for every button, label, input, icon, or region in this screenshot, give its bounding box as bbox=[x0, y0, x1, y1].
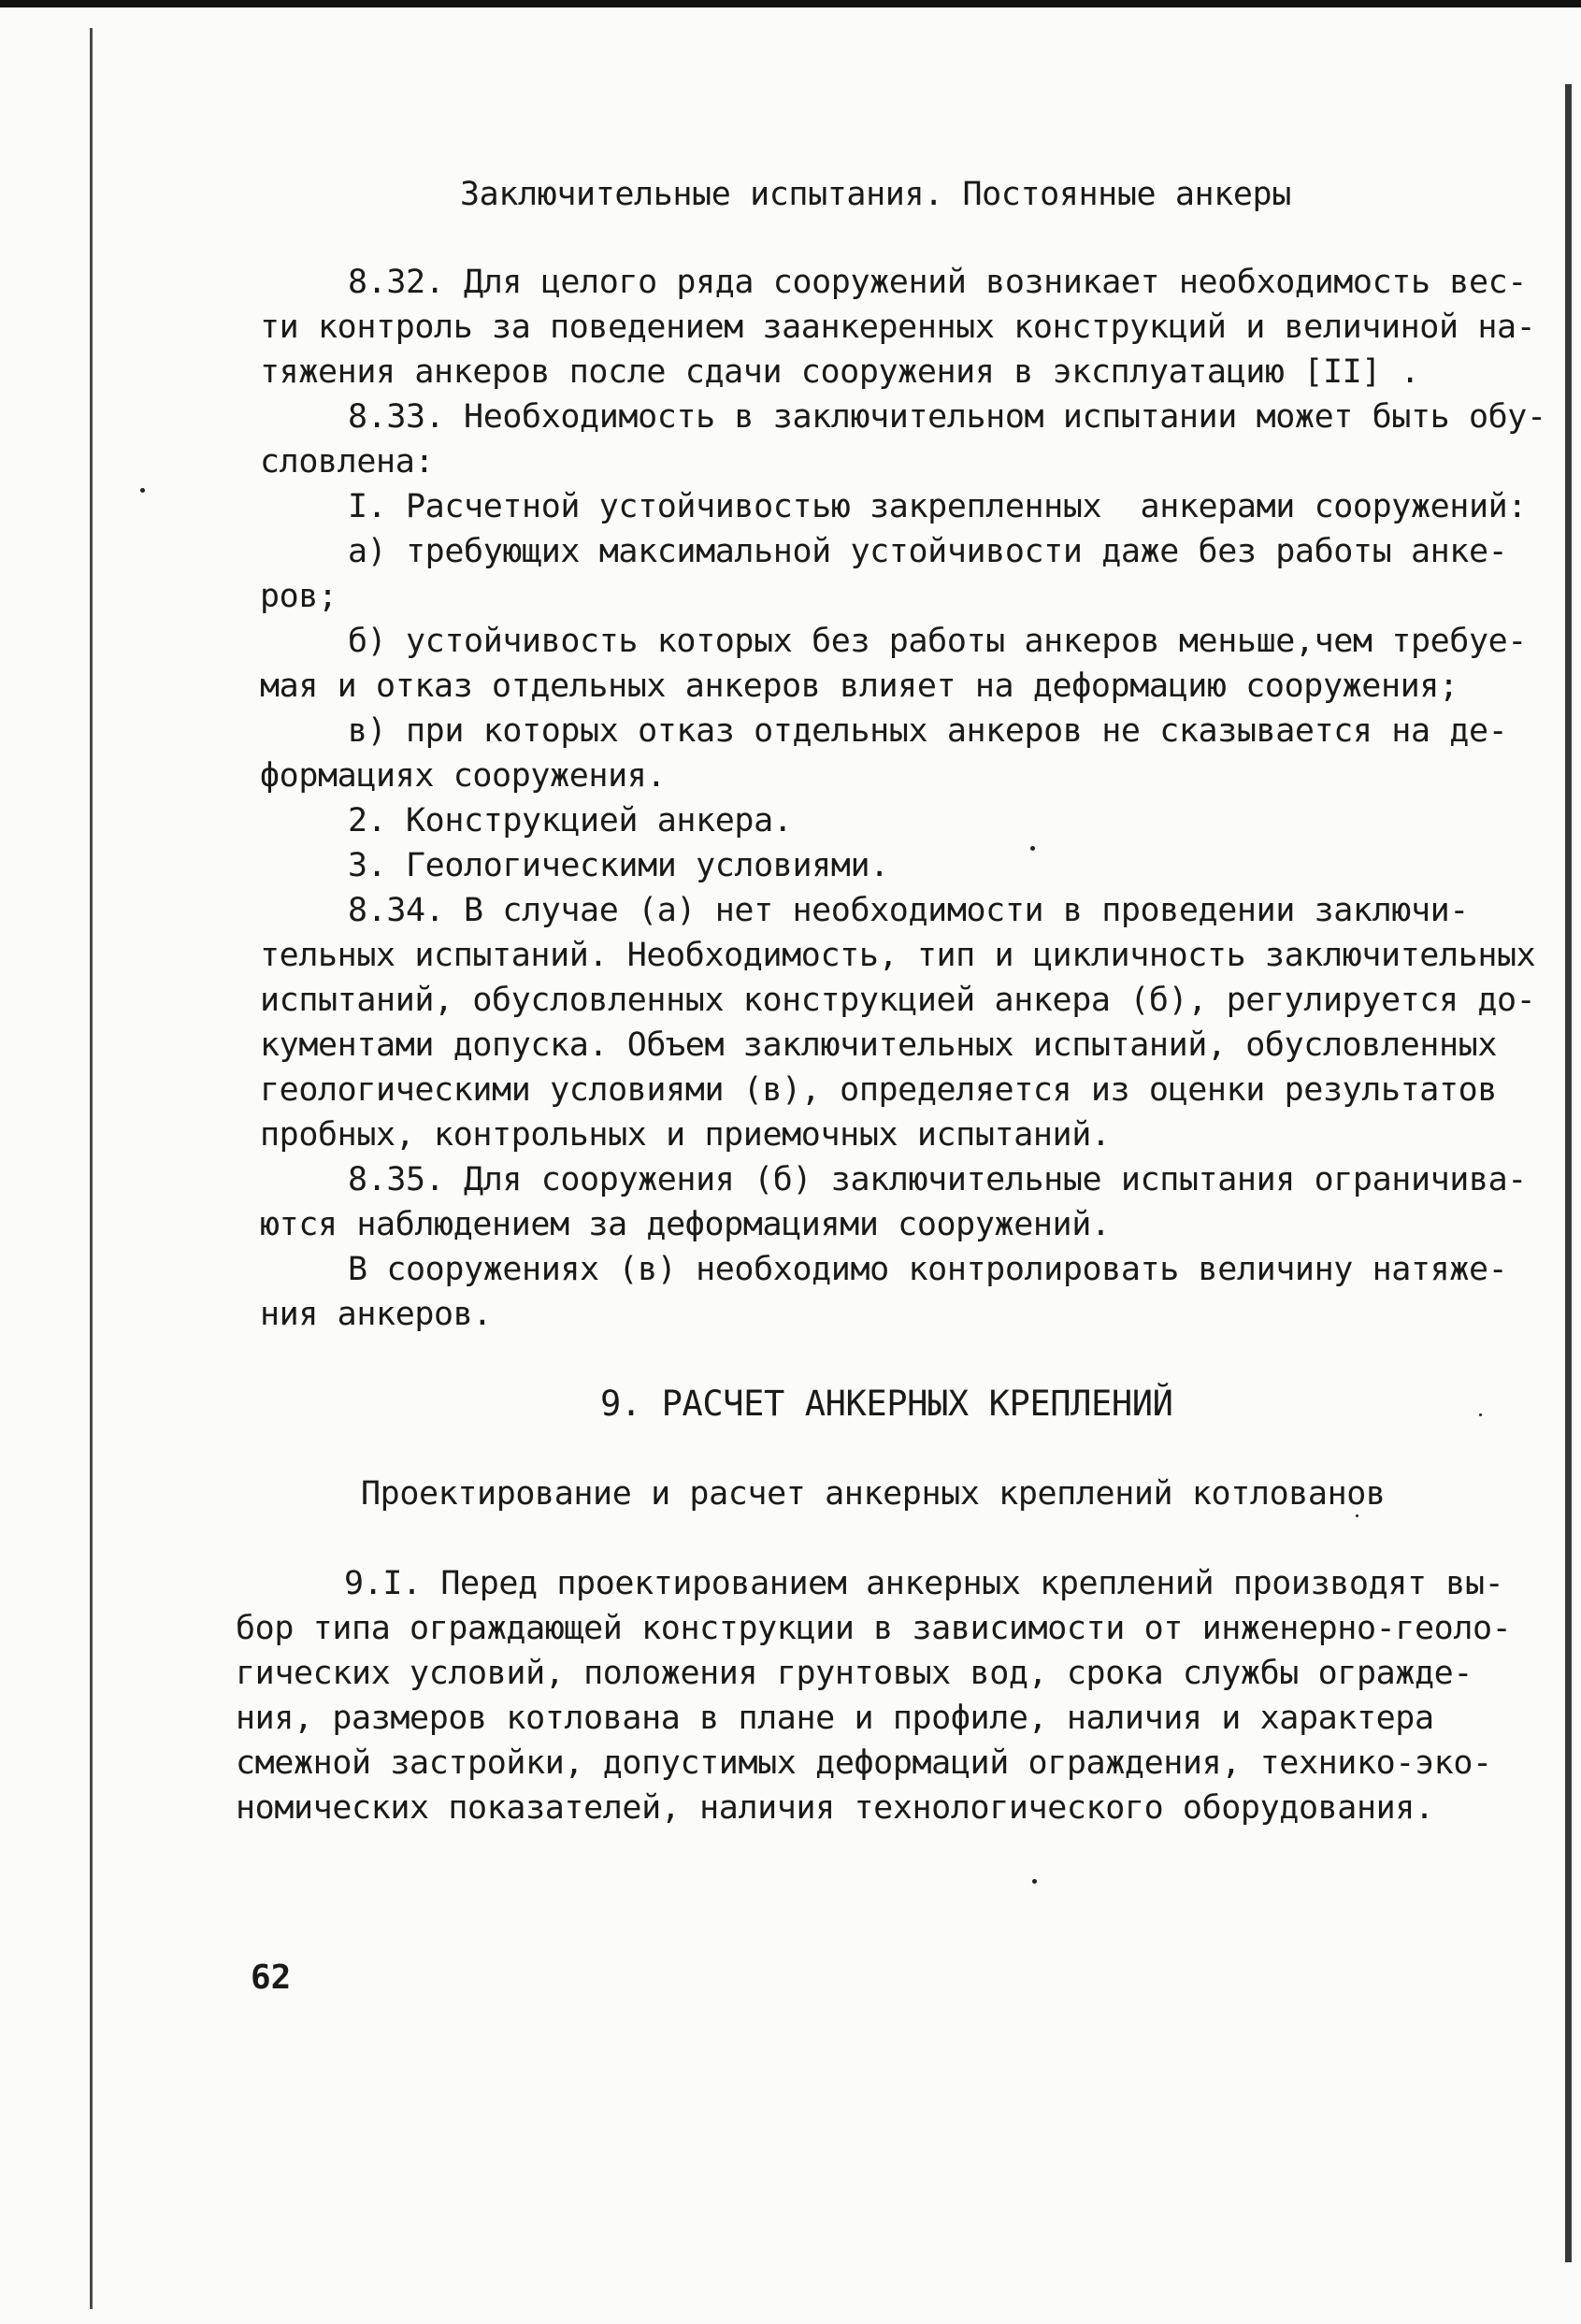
scan-speck bbox=[1030, 846, 1035, 851]
text-line: геологическими условиями (в), определяется из оценки результатов bbox=[260, 1071, 1497, 1109]
text-line: формациях сооружения. bbox=[260, 757, 667, 795]
page-number: 62 bbox=[251, 1958, 292, 1997]
text-line: 8.34. В случае (а) нет необходимости в проведении заключи- bbox=[348, 892, 1469, 929]
subsection-title: Проектирование и расчет анкерных креплений котлованов bbox=[361, 1475, 1386, 1513]
text-line: номических показателей, наличия технологического оборудования. bbox=[236, 1789, 1434, 1827]
text-line: тяжения анкеров после сдачи сооружения в эксплуатацию [II] . bbox=[260, 353, 1420, 391]
text-line: мая и отказ отдельных анкеров влияет на деформацию сооружения; bbox=[260, 667, 1459, 705]
text-line: 8.35. Для сооружения (б) заключительные испытания ограничива- bbox=[348, 1161, 1527, 1198]
scan-edge-left bbox=[90, 28, 93, 2309]
text-line: смежной застройки, допустимых деформаций ограждения, технико-эко- bbox=[236, 1744, 1492, 1782]
text-line: I. Расчетной устойчивостью закрепленных анкерами сооружений: bbox=[348, 488, 1527, 525]
text-line: тельных испытаний. Необходимость, тип и цикличность заключительных bbox=[260, 937, 1536, 974]
text-line: 2. Конструкцией анкера. bbox=[348, 802, 793, 839]
text-line: 8.32. Для целого ряда сооружений возникает необходимость вес- bbox=[348, 264, 1527, 301]
text-line: 9.I. Перед проектированием анкерных креплений производят вы- bbox=[344, 1565, 1504, 1602]
text-line: ния, размеров котлована в плане и профиле, наличия и характера bbox=[236, 1700, 1434, 1737]
scan-speck bbox=[1479, 1413, 1482, 1416]
text-line: в) при которых отказ отдельных анкеров не сказывается на де- bbox=[348, 712, 1508, 750]
text-line: кументами допуска. Объем заключительных испытаний, обусловленных bbox=[260, 1026, 1497, 1064]
scan-speck bbox=[140, 488, 145, 493]
header-title: Заключительные испытания. Постоянные анкеры bbox=[460, 176, 1291, 213]
text-line: гических условий, положения грунтовых вод, срока службы огражде- bbox=[236, 1655, 1473, 1692]
text-line: бор типа ограждающей конструкции в зависимости от инженерно-геоло- bbox=[236, 1610, 1512, 1647]
text-line: 8.33. Необходимость в заключительном испытании может быть обу- bbox=[348, 398, 1546, 436]
text-line: словлена: bbox=[260, 443, 435, 481]
text-line: б) устойчивость которых без работы анкеров меньше,чем требуе- bbox=[348, 623, 1527, 660]
text-line: ти контроль за поведением заанкеренных конструкций и величиной на- bbox=[260, 308, 1536, 346]
text-line: В сооружениях (в) необходимо контролировать величину натяже- bbox=[348, 1251, 1508, 1288]
text-line: пробных, контрольных и приемочных испытаний. bbox=[260, 1116, 1111, 1154]
text-line: 3. Геологическими условиями. bbox=[348, 847, 889, 884]
scan-edge-right bbox=[1565, 84, 1572, 2262]
section-title: 9. РАСЧЕТ АНКЕРНЫХ КРЕПЛЕНИЙ bbox=[600, 1384, 1173, 1424]
scan-edge-top bbox=[0, 0, 1581, 7]
text-line: ния анкеров. bbox=[260, 1296, 493, 1333]
text-line: ров; bbox=[260, 578, 338, 615]
scan-speck bbox=[1356, 1514, 1358, 1517]
text-line: испытаний, обусловленных конструкцией анкера (б), регулируется до- bbox=[260, 982, 1536, 1019]
scan-speck bbox=[1032, 1879, 1037, 1884]
text-line: ются наблюдением за деформациями сооружений. bbox=[260, 1206, 1111, 1243]
text-line: а) требующих максимальной устойчивости даже без работы анке- bbox=[348, 533, 1508, 570]
